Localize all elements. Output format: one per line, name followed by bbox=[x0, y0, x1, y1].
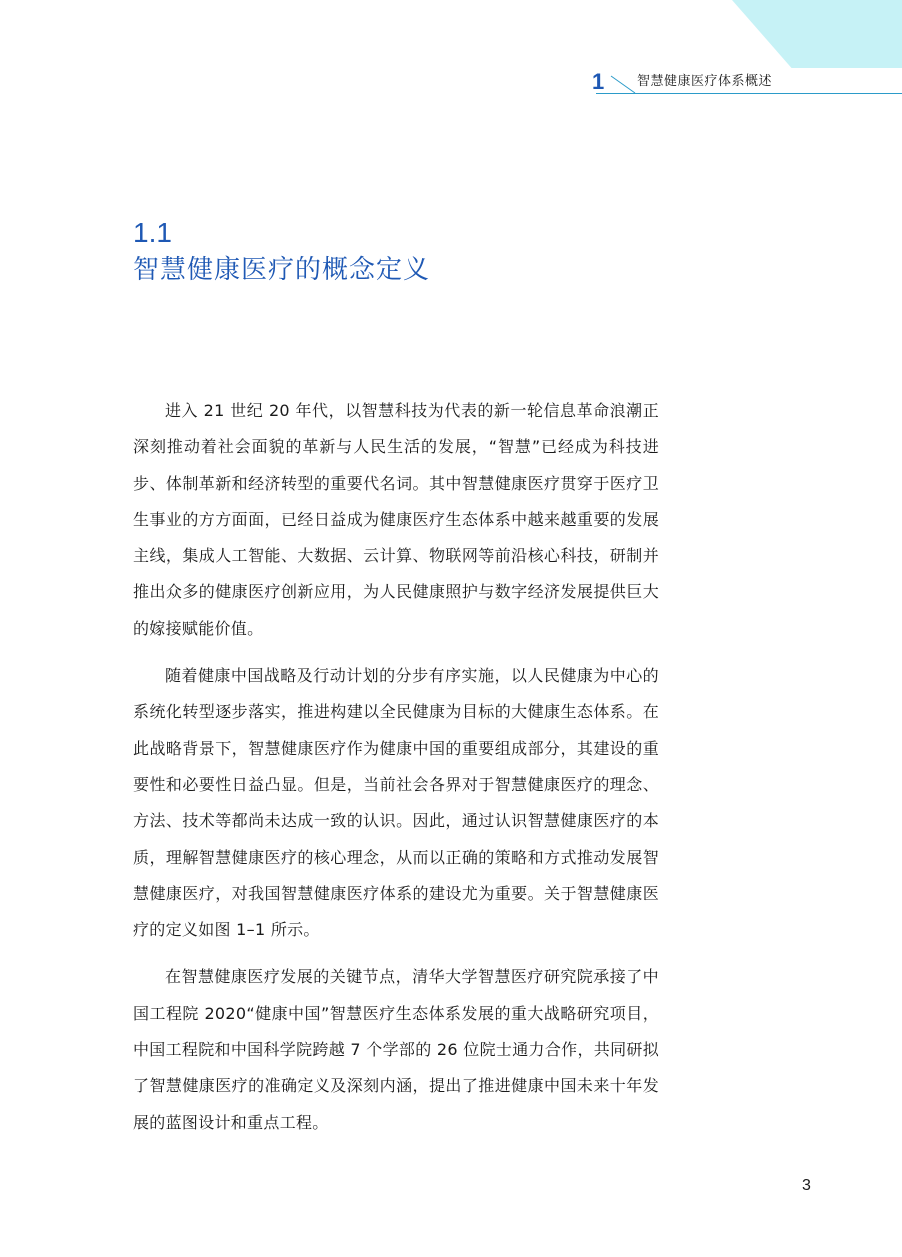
chapter-number: 1 bbox=[592, 69, 605, 94]
paragraph: 进入 21 世纪 20 年代，以智慧科技为代表的新一轮信息革命浪潮正深刻推动着社会面貌的革新与人民生活的发展，“智慧”已经成为科技进步、体制革新和经济转型的重要代名词。其中智慧健康医疗贯穿于医疗卫生事业的方方面面，已经日益成为健康医疗生态体系中越来越重要的发展主线，集成人工智能、大数据、云计算、物联网等前沿核心科技，研制并推出众多的健康医疗创新应用，为人民健康照护与数字经济发展提供巨大的嫁接赋能价值。 bbox=[133, 401, 659, 638]
corner-decoration bbox=[732, 0, 902, 68]
running-header-title: 智慧健康医疗体系概述 bbox=[637, 74, 773, 89]
body-text bbox=[133, 393, 659, 1152]
section-title: 智慧健康医疗的概念定义 bbox=[133, 255, 431, 285]
section-number: 1.1 bbox=[133, 217, 172, 248]
page-number: 3 bbox=[802, 1177, 811, 1194]
paragraph: 随着健康中国战略及行动计划的分步有序实施，以人民健康为中心的系统化转型逐步落实，推进构建以全民健康为目标的大健康生态体系。在此战略背景下，智慧健康医疗作为健康中国的重要组成部分，其建设的重要性和必要性日益凸显。但是，当前社会各界对于智慧健康医疗的理念、方法、技术等都尚未达成一致的认识。因此，通过认识智慧健康医疗的本质，理解智慧健康医疗的核心理念，从而以正确的策略和方式推动发展智慧健康医疗，对我国智慧健康医疗体系的建设尤为重要。关于智慧健康医疗的定义如图 1–1 所示。 bbox=[133, 666, 659, 940]
header-rule bbox=[596, 93, 902, 94]
header-slash-icon bbox=[610, 74, 636, 94]
paragraph: 在智慧健康医疗发展的关键节点，清华大学智慧医疗研究院承接了中国工程院 2020“健康中国”智慧医疗生态体系发展的重大战略研究项目，中国工程院和中国科学院跨越 7 个学部的 26 位院士通力合作，共同研拟了智慧健康医疗的准确定义及深刻内涵，提出了推进健康中国未来十年发展的蓝图设计和重点工程。 bbox=[133, 967, 659, 1132]
